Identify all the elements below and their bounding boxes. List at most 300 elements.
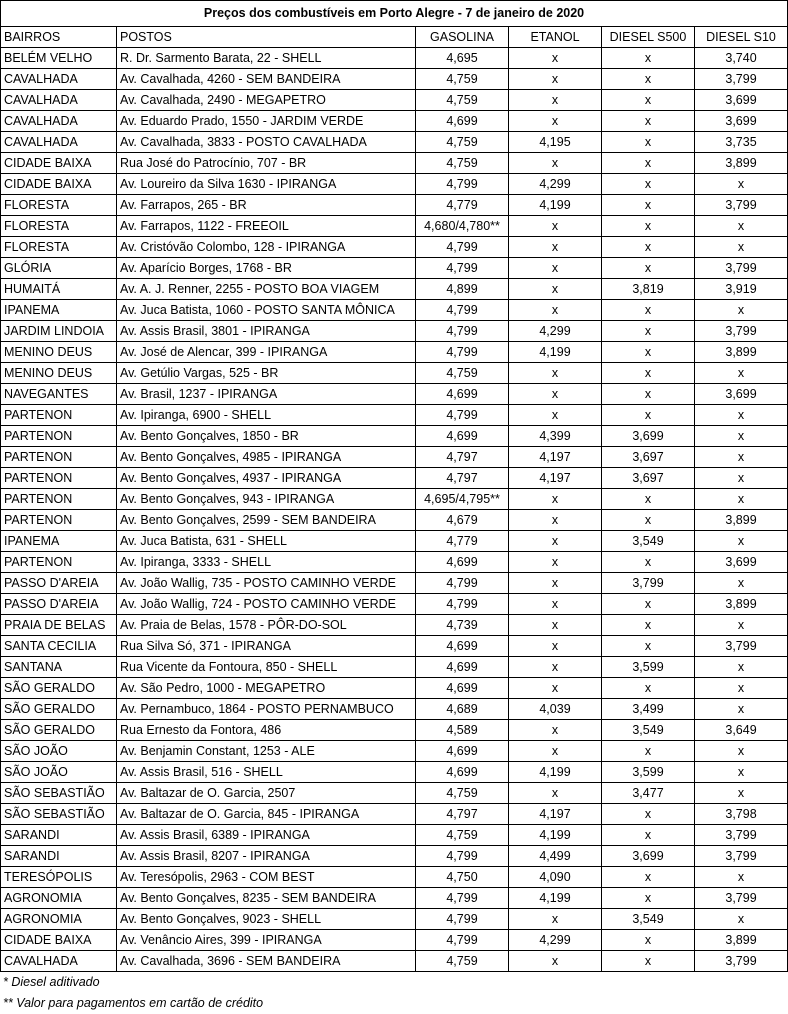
cell-gasolina: 4,699 <box>416 657 509 678</box>
title-row <box>1 1 788 27</box>
cell-posto: Av. Bento Gonçalves, 2599 - SEM BANDEIRA <box>117 510 416 531</box>
cell-gasolina: 4,759 <box>416 951 509 972</box>
table-row <box>1 489 788 510</box>
table-row <box>1 405 788 426</box>
cell-posto: Av. Bento Gonçalves, 4985 - IPIRANGA <box>117 447 416 468</box>
cell-posto: Rua Vicente da Fontoura, 850 - SHELL <box>117 657 416 678</box>
table-row <box>1 678 788 699</box>
cell-bairro: SARANDI <box>1 846 117 867</box>
table-row <box>1 342 788 363</box>
cell-posto: Av. Assis Brasil, 516 - SHELL <box>117 762 416 783</box>
cell-etanol: x <box>509 258 602 279</box>
cell-diesel-s10: 3,699 <box>695 90 788 111</box>
cell-diesel-s10: 3,798 <box>695 804 788 825</box>
table-row <box>1 615 788 636</box>
cell-diesel-s500: 3,697 <box>602 447 695 468</box>
table-row <box>1 279 788 300</box>
cell-etanol: x <box>509 216 602 237</box>
table-title: Preços dos combustíveis em Porto Alegre - 7 de janeiro de 2020 <box>1 1 788 27</box>
cell-gasolina: 4,759 <box>416 90 509 111</box>
cell-bairro: JARDIM LINDOIA <box>1 321 117 342</box>
cell-diesel-s500: x <box>602 384 695 405</box>
cell-gasolina: 4,759 <box>416 363 509 384</box>
cell-gasolina: 4,759 <box>416 825 509 846</box>
cell-diesel-s500: x <box>602 552 695 573</box>
cell-diesel-s500: x <box>602 867 695 888</box>
cell-etanol: 4,299 <box>509 930 602 951</box>
cell-posto: Av. Bento Gonçalves, 8235 - SEM BANDEIRA <box>117 888 416 909</box>
header-row <box>1 27 788 48</box>
table-row <box>1 90 788 111</box>
cell-gasolina: 4,779 <box>416 195 509 216</box>
cell-etanol: x <box>509 678 602 699</box>
cell-gasolina: 4,799 <box>416 888 509 909</box>
cell-gasolina: 4,799 <box>416 300 509 321</box>
cell-bairro: PARTENON <box>1 447 117 468</box>
cell-diesel-s10: x <box>695 867 788 888</box>
cell-gasolina: 4,699 <box>416 552 509 573</box>
table-row <box>1 720 788 741</box>
cell-posto: Av. João Wallig, 724 - POSTO CAMINHO VERDE <box>117 594 416 615</box>
cell-etanol: x <box>509 783 602 804</box>
cell-posto: Av. Bento Gonçalves, 9023 - SHELL <box>117 909 416 930</box>
cell-etanol: x <box>509 741 602 762</box>
cell-etanol: 4,199 <box>509 825 602 846</box>
cell-bairro: CAVALHADA <box>1 132 117 153</box>
cell-etanol: x <box>509 69 602 90</box>
cell-etanol: 4,090 <box>509 867 602 888</box>
cell-diesel-s10: x <box>695 615 788 636</box>
cell-etanol: x <box>509 909 602 930</box>
cell-diesel-s500: x <box>602 636 695 657</box>
cell-gasolina: 4,699 <box>416 762 509 783</box>
cell-etanol: 4,199 <box>509 195 602 216</box>
table-row <box>1 468 788 489</box>
cell-gasolina: 4,799 <box>416 174 509 195</box>
cell-gasolina: 4,797 <box>416 804 509 825</box>
cell-etanol: 4,199 <box>509 888 602 909</box>
cell-diesel-s10: 3,799 <box>695 636 788 657</box>
table-row <box>1 783 788 804</box>
cell-gasolina: 4,899 <box>416 279 509 300</box>
cell-bairro: FLORESTA <box>1 216 117 237</box>
table-row <box>1 384 788 405</box>
cell-bairro: SÃO GERALDO <box>1 699 117 720</box>
cell-bairro: SÃO GERALDO <box>1 678 117 699</box>
cell-bairro: SÃO SEBASTIÃO <box>1 804 117 825</box>
table-row <box>1 531 788 552</box>
cell-posto: Av. Cristóvão Colombo, 128 - IPIRANGA <box>117 237 416 258</box>
cell-gasolina: 4,699 <box>416 384 509 405</box>
cell-etanol: 4,399 <box>509 426 602 447</box>
cell-diesel-s10: x <box>695 447 788 468</box>
cell-diesel-s500: 3,799 <box>602 573 695 594</box>
cell-posto: Av. José de Alencar, 399 - IPIRANGA <box>117 342 416 363</box>
cell-posto: Av. Brasil, 1237 - IPIRANGA <box>117 384 416 405</box>
cell-etanol: x <box>509 552 602 573</box>
cell-posto: Av. Ipiranga, 6900 - SHELL <box>117 405 416 426</box>
cell-diesel-s500: 3,549 <box>602 531 695 552</box>
table-row <box>1 825 788 846</box>
cell-gasolina: 4,699 <box>416 636 509 657</box>
cell-diesel-s10: 3,699 <box>695 384 788 405</box>
table-row <box>1 636 788 657</box>
cell-etanol: x <box>509 153 602 174</box>
cell-bairro: CIDADE BAIXA <box>1 930 117 951</box>
cell-bairro: PARTENON <box>1 405 117 426</box>
cell-posto: Av. Teresópolis, 2963 - COM BEST <box>117 867 416 888</box>
cell-diesel-s500: x <box>602 90 695 111</box>
cell-gasolina: 4,797 <box>416 447 509 468</box>
cell-diesel-s500: x <box>602 489 695 510</box>
cell-diesel-s10: x <box>695 657 788 678</box>
cell-bairro: AGRONOMIA <box>1 888 117 909</box>
cell-diesel-s500: x <box>602 825 695 846</box>
cell-diesel-s10: 3,899 <box>695 342 788 363</box>
cell-etanol: x <box>509 531 602 552</box>
cell-diesel-s10: 3,919 <box>695 279 788 300</box>
cell-diesel-s10: x <box>695 468 788 489</box>
cell-etanol: x <box>509 300 602 321</box>
cell-posto: Av. São Pedro, 1000 - MEGAPETRO <box>117 678 416 699</box>
cell-diesel-s10: 3,899 <box>695 153 788 174</box>
cell-bairro: PARTENON <box>1 552 117 573</box>
cell-diesel-s500: x <box>602 930 695 951</box>
cell-bairro: CIDADE BAIXA <box>1 174 117 195</box>
table-row <box>1 300 788 321</box>
table-row <box>1 552 788 573</box>
cell-gasolina: 4,799 <box>416 930 509 951</box>
cell-gasolina: 4,799 <box>416 594 509 615</box>
cell-diesel-s500: 3,599 <box>602 657 695 678</box>
cell-gasolina: 4,759 <box>416 69 509 90</box>
cell-posto: Av. Praia de Belas, 1578 - PÔR-DO-SOL <box>117 615 416 636</box>
table-row <box>1 153 788 174</box>
table-row <box>1 909 788 930</box>
cell-bairro: MENINO DEUS <box>1 342 117 363</box>
cell-gasolina: 4,679 <box>416 510 509 531</box>
cell-diesel-s10: x <box>695 216 788 237</box>
table-row <box>1 951 788 972</box>
cell-diesel-s500: 3,599 <box>602 762 695 783</box>
cell-gasolina: 4,759 <box>416 783 509 804</box>
cell-etanol: 4,195 <box>509 132 602 153</box>
header-diesel-s10: DIESEL S10 <box>695 27 788 48</box>
cell-gasolina: 4,699 <box>416 111 509 132</box>
cell-etanol: 4,199 <box>509 762 602 783</box>
cell-bairro: PASSO D'AREIA <box>1 594 117 615</box>
cell-diesel-s500: x <box>602 216 695 237</box>
table-row <box>1 426 788 447</box>
cell-bairro: HUMAITÁ <box>1 279 117 300</box>
header-gasolina: GASOLINA <box>416 27 509 48</box>
table-row <box>1 510 788 531</box>
cell-diesel-s500: 3,697 <box>602 468 695 489</box>
cell-gasolina: 4,695/4,795** <box>416 489 509 510</box>
cell-diesel-s10: x <box>695 237 788 258</box>
cell-diesel-s500: x <box>602 363 695 384</box>
cell-posto: Av. Venâncio Aires, 399 - IPIRANGA <box>117 930 416 951</box>
cell-diesel-s10: x <box>695 426 788 447</box>
cell-etanol: x <box>509 90 602 111</box>
cell-diesel-s500: x <box>602 510 695 531</box>
table-row <box>1 174 788 195</box>
cell-etanol: x <box>509 510 602 531</box>
cell-etanol: 4,299 <box>509 174 602 195</box>
cell-bairro: MENINO DEUS <box>1 363 117 384</box>
table-row <box>1 69 788 90</box>
cell-diesel-s10: 3,740 <box>695 48 788 69</box>
cell-posto: R. Dr. Sarmento Barata, 22 - SHELL <box>117 48 416 69</box>
cell-bairro: PASSO D'AREIA <box>1 573 117 594</box>
header-bairros: BAIRROS <box>1 27 117 48</box>
table-row <box>1 699 788 720</box>
cell-bairro: IPANEMA <box>1 531 117 552</box>
cell-diesel-s10: 3,899 <box>695 510 788 531</box>
cell-diesel-s500: x <box>602 951 695 972</box>
table-row <box>1 846 788 867</box>
cell-posto: Av. Cavalhada, 4260 - SEM BANDEIRA <box>117 69 416 90</box>
cell-etanol: 4,499 <box>509 846 602 867</box>
cell-diesel-s500: x <box>602 678 695 699</box>
cell-posto: Av. Eduardo Prado, 1550 - JARDIM VERDE <box>117 111 416 132</box>
cell-posto: Av. Farrapos, 1122 - FREEOIL <box>117 216 416 237</box>
cell-gasolina: 4,750 <box>416 867 509 888</box>
cell-gasolina: 4,799 <box>416 405 509 426</box>
cell-etanol: 4,197 <box>509 804 602 825</box>
cell-diesel-s500: x <box>602 237 695 258</box>
cell-diesel-s10: 3,799 <box>695 195 788 216</box>
cell-diesel-s10: x <box>695 762 788 783</box>
cell-bairro: SÃO SEBASTIÃO <box>1 783 117 804</box>
cell-etanol: x <box>509 363 602 384</box>
cell-bairro: PARTENON <box>1 510 117 531</box>
cell-posto: Av. João Wallig, 735 - POSTO CAMINHO VERDE <box>117 573 416 594</box>
header-postos: POSTOS <box>117 27 416 48</box>
table-row <box>1 741 788 762</box>
cell-posto: Rua José do Patrocínio, 707 - BR <box>117 153 416 174</box>
table-row <box>1 321 788 342</box>
cell-diesel-s500: x <box>602 111 695 132</box>
cell-gasolina: 4,699 <box>416 741 509 762</box>
cell-diesel-s10: 3,799 <box>695 951 788 972</box>
cell-diesel-s10: 3,799 <box>695 69 788 90</box>
cell-diesel-s500: 3,699 <box>602 426 695 447</box>
cell-posto: Av. Bento Gonçalves, 4937 - IPIRANGA <box>117 468 416 489</box>
table-row <box>1 573 788 594</box>
cell-posto: Av. Assis Brasil, 8207 - IPIRANGA <box>117 846 416 867</box>
cell-bairro: CAVALHADA <box>1 111 117 132</box>
cell-posto: Av. Juca Batista, 1060 - POSTO SANTA MÔNICA <box>117 300 416 321</box>
cell-posto: Av. Cavalhada, 3696 - SEM BANDEIRA <box>117 951 416 972</box>
cell-diesel-s10: 3,799 <box>695 825 788 846</box>
cell-gasolina: 4,699 <box>416 426 509 447</box>
cell-gasolina: 4,695 <box>416 48 509 69</box>
table-row <box>1 657 788 678</box>
cell-posto: Av. Assis Brasil, 3801 - IPIRANGA <box>117 321 416 342</box>
cell-gasolina: 4,589 <box>416 720 509 741</box>
cell-diesel-s500: x <box>602 48 695 69</box>
cell-gasolina: 4,699 <box>416 678 509 699</box>
cell-diesel-s10: 3,649 <box>695 720 788 741</box>
cell-diesel-s500: x <box>602 153 695 174</box>
cell-diesel-s500: 3,499 <box>602 699 695 720</box>
cell-posto: Av. Juca Batista, 631 - SHELL <box>117 531 416 552</box>
table-row <box>1 867 788 888</box>
cell-posto: Av. Pernambuco, 1864 - POSTO PERNAMBUCO <box>117 699 416 720</box>
cell-posto: Av. Farrapos, 265 - BR <box>117 195 416 216</box>
table-row <box>1 930 788 951</box>
cell-diesel-s500: x <box>602 300 695 321</box>
cell-bairro: CAVALHADA <box>1 69 117 90</box>
cell-diesel-s10: x <box>695 741 788 762</box>
cell-bairro: BELÉM VELHO <box>1 48 117 69</box>
cell-gasolina: 4,759 <box>416 153 509 174</box>
cell-diesel-s10: x <box>695 783 788 804</box>
cell-gasolina: 4,779 <box>416 531 509 552</box>
cell-gasolina: 4,799 <box>416 909 509 930</box>
cell-diesel-s500: 3,699 <box>602 846 695 867</box>
cell-diesel-s500: 3,549 <box>602 720 695 741</box>
cell-gasolina: 4,799 <box>416 342 509 363</box>
cell-bairro: NAVEGANTES <box>1 384 117 405</box>
cell-bairro: PARTENON <box>1 489 117 510</box>
table-row <box>1 762 788 783</box>
cell-bairro: IPANEMA <box>1 300 117 321</box>
cell-posto: Av. Assis Brasil, 6389 - IPIRANGA <box>117 825 416 846</box>
cell-diesel-s500: x <box>602 804 695 825</box>
cell-diesel-s10: 3,799 <box>695 258 788 279</box>
cell-etanol: x <box>509 657 602 678</box>
cell-diesel-s10: 3,799 <box>695 846 788 867</box>
header-etanol: ETANOL <box>509 27 602 48</box>
cell-posto: Av. Baltazar de O. Garcia, 2507 <box>117 783 416 804</box>
table-row <box>1 237 788 258</box>
table-row <box>1 48 788 69</box>
cell-diesel-s500: x <box>602 132 695 153</box>
cell-posto: Rua Silva Só, 371 - IPIRANGA <box>117 636 416 657</box>
cell-diesel-s500: x <box>602 405 695 426</box>
cell-posto: Av. Bento Gonçalves, 943 - IPIRANGA <box>117 489 416 510</box>
cell-gasolina: 4,759 <box>416 132 509 153</box>
table-row <box>1 447 788 468</box>
cell-posto: Av. Bento Gonçalves, 1850 - BR <box>117 426 416 447</box>
cell-etanol: x <box>509 720 602 741</box>
cell-bairro: PARTENON <box>1 468 117 489</box>
cell-etanol: x <box>509 573 602 594</box>
cell-etanol: 4,197 <box>509 468 602 489</box>
cell-diesel-s10: 3,799 <box>695 888 788 909</box>
table-row <box>1 258 788 279</box>
cell-diesel-s10: 3,699 <box>695 552 788 573</box>
cell-etanol: x <box>509 489 602 510</box>
cell-diesel-s500: x <box>602 741 695 762</box>
cell-etanol: x <box>509 111 602 132</box>
cell-diesel-s500: x <box>602 888 695 909</box>
cell-posto: Av. Aparício Borges, 1768 - BR <box>117 258 416 279</box>
cell-diesel-s500: x <box>602 342 695 363</box>
cell-gasolina: 4,799 <box>416 258 509 279</box>
cell-gasolina: 4,799 <box>416 573 509 594</box>
cell-gasolina: 4,739 <box>416 615 509 636</box>
cell-diesel-s500: 3,819 <box>602 279 695 300</box>
table-row <box>1 111 788 132</box>
cell-diesel-s500: x <box>602 615 695 636</box>
table-row <box>1 132 788 153</box>
cell-bairro: AGRONOMIA <box>1 909 117 930</box>
cell-etanol: x <box>509 384 602 405</box>
cell-posto: Av. Loureiro da Silva 1630 - IPIRANGA <box>117 174 416 195</box>
cell-etanol: x <box>509 279 602 300</box>
cell-diesel-s10: x <box>695 909 788 930</box>
cell-diesel-s10: 3,899 <box>695 594 788 615</box>
cell-bairro: SÃO JOÃO <box>1 741 117 762</box>
cell-gasolina: 4,799 <box>416 846 509 867</box>
cell-etanol: x <box>509 594 602 615</box>
footnote-diesel: * Diesel aditivado <box>3 975 100 989</box>
table-row <box>1 594 788 615</box>
cell-diesel-s10: x <box>695 363 788 384</box>
cell-etanol: 4,299 <box>509 321 602 342</box>
cell-etanol: 4,039 <box>509 699 602 720</box>
cell-posto: Av. Benjamin Constant, 1253 - ALE <box>117 741 416 762</box>
cell-bairro: FLORESTA <box>1 195 117 216</box>
cell-posto: Av. A. J. Renner, 2255 - POSTO BOA VIAGEM <box>117 279 416 300</box>
cell-diesel-s500: x <box>602 174 695 195</box>
cell-diesel-s500: x <box>602 195 695 216</box>
table-row <box>1 216 788 237</box>
cell-diesel-s500: x <box>602 258 695 279</box>
cell-bairro: SÃO GERALDO <box>1 720 117 741</box>
cell-posto: Av. Getúlio Vargas, 525 - BR <box>117 363 416 384</box>
cell-etanol: x <box>509 237 602 258</box>
cell-diesel-s500: 3,549 <box>602 909 695 930</box>
cell-bairro: TERESÓPOLIS <box>1 867 117 888</box>
cell-posto: Av. Ipiranga, 3333 - SHELL <box>117 552 416 573</box>
table-row <box>1 363 788 384</box>
header-diesel-s500: DIESEL S500 <box>602 27 695 48</box>
cell-diesel-s10: 3,735 <box>695 132 788 153</box>
cell-posto: Av. Cavalhada, 3833 - POSTO CAVALHADA <box>117 132 416 153</box>
cell-etanol: x <box>509 615 602 636</box>
cell-diesel-s10: x <box>695 678 788 699</box>
footnote-credit-card: ** Valor para pagamentos em cartão de crédito <box>3 996 264 1010</box>
cell-diesel-s10: x <box>695 573 788 594</box>
cell-bairro: PRAIA DE BELAS <box>1 615 117 636</box>
cell-posto: Av. Cavalhada, 2490 - MEGAPETRO <box>117 90 416 111</box>
cell-bairro: CAVALHADA <box>1 951 117 972</box>
cell-etanol: 4,197 <box>509 447 602 468</box>
cell-gasolina: 4,689 <box>416 699 509 720</box>
cell-gasolina: 4,680/4,780** <box>416 216 509 237</box>
cell-diesel-s10: x <box>695 531 788 552</box>
cell-diesel-s10: x <box>695 489 788 510</box>
cell-gasolina: 4,797 <box>416 468 509 489</box>
cell-diesel-s10: 3,699 <box>695 111 788 132</box>
cell-diesel-s10: x <box>695 699 788 720</box>
cell-bairro: SANTA CECILIA <box>1 636 117 657</box>
cell-gasolina: 4,799 <box>416 321 509 342</box>
table-row <box>1 195 788 216</box>
cell-bairro: PARTENON <box>1 426 117 447</box>
cell-etanol: 4,199 <box>509 342 602 363</box>
cell-diesel-s500: x <box>602 321 695 342</box>
cell-gasolina: 4,799 <box>416 237 509 258</box>
cell-diesel-s500: 3,477 <box>602 783 695 804</box>
cell-etanol: x <box>509 636 602 657</box>
cell-bairro: SANTANA <box>1 657 117 678</box>
cell-bairro: FLORESTA <box>1 237 117 258</box>
